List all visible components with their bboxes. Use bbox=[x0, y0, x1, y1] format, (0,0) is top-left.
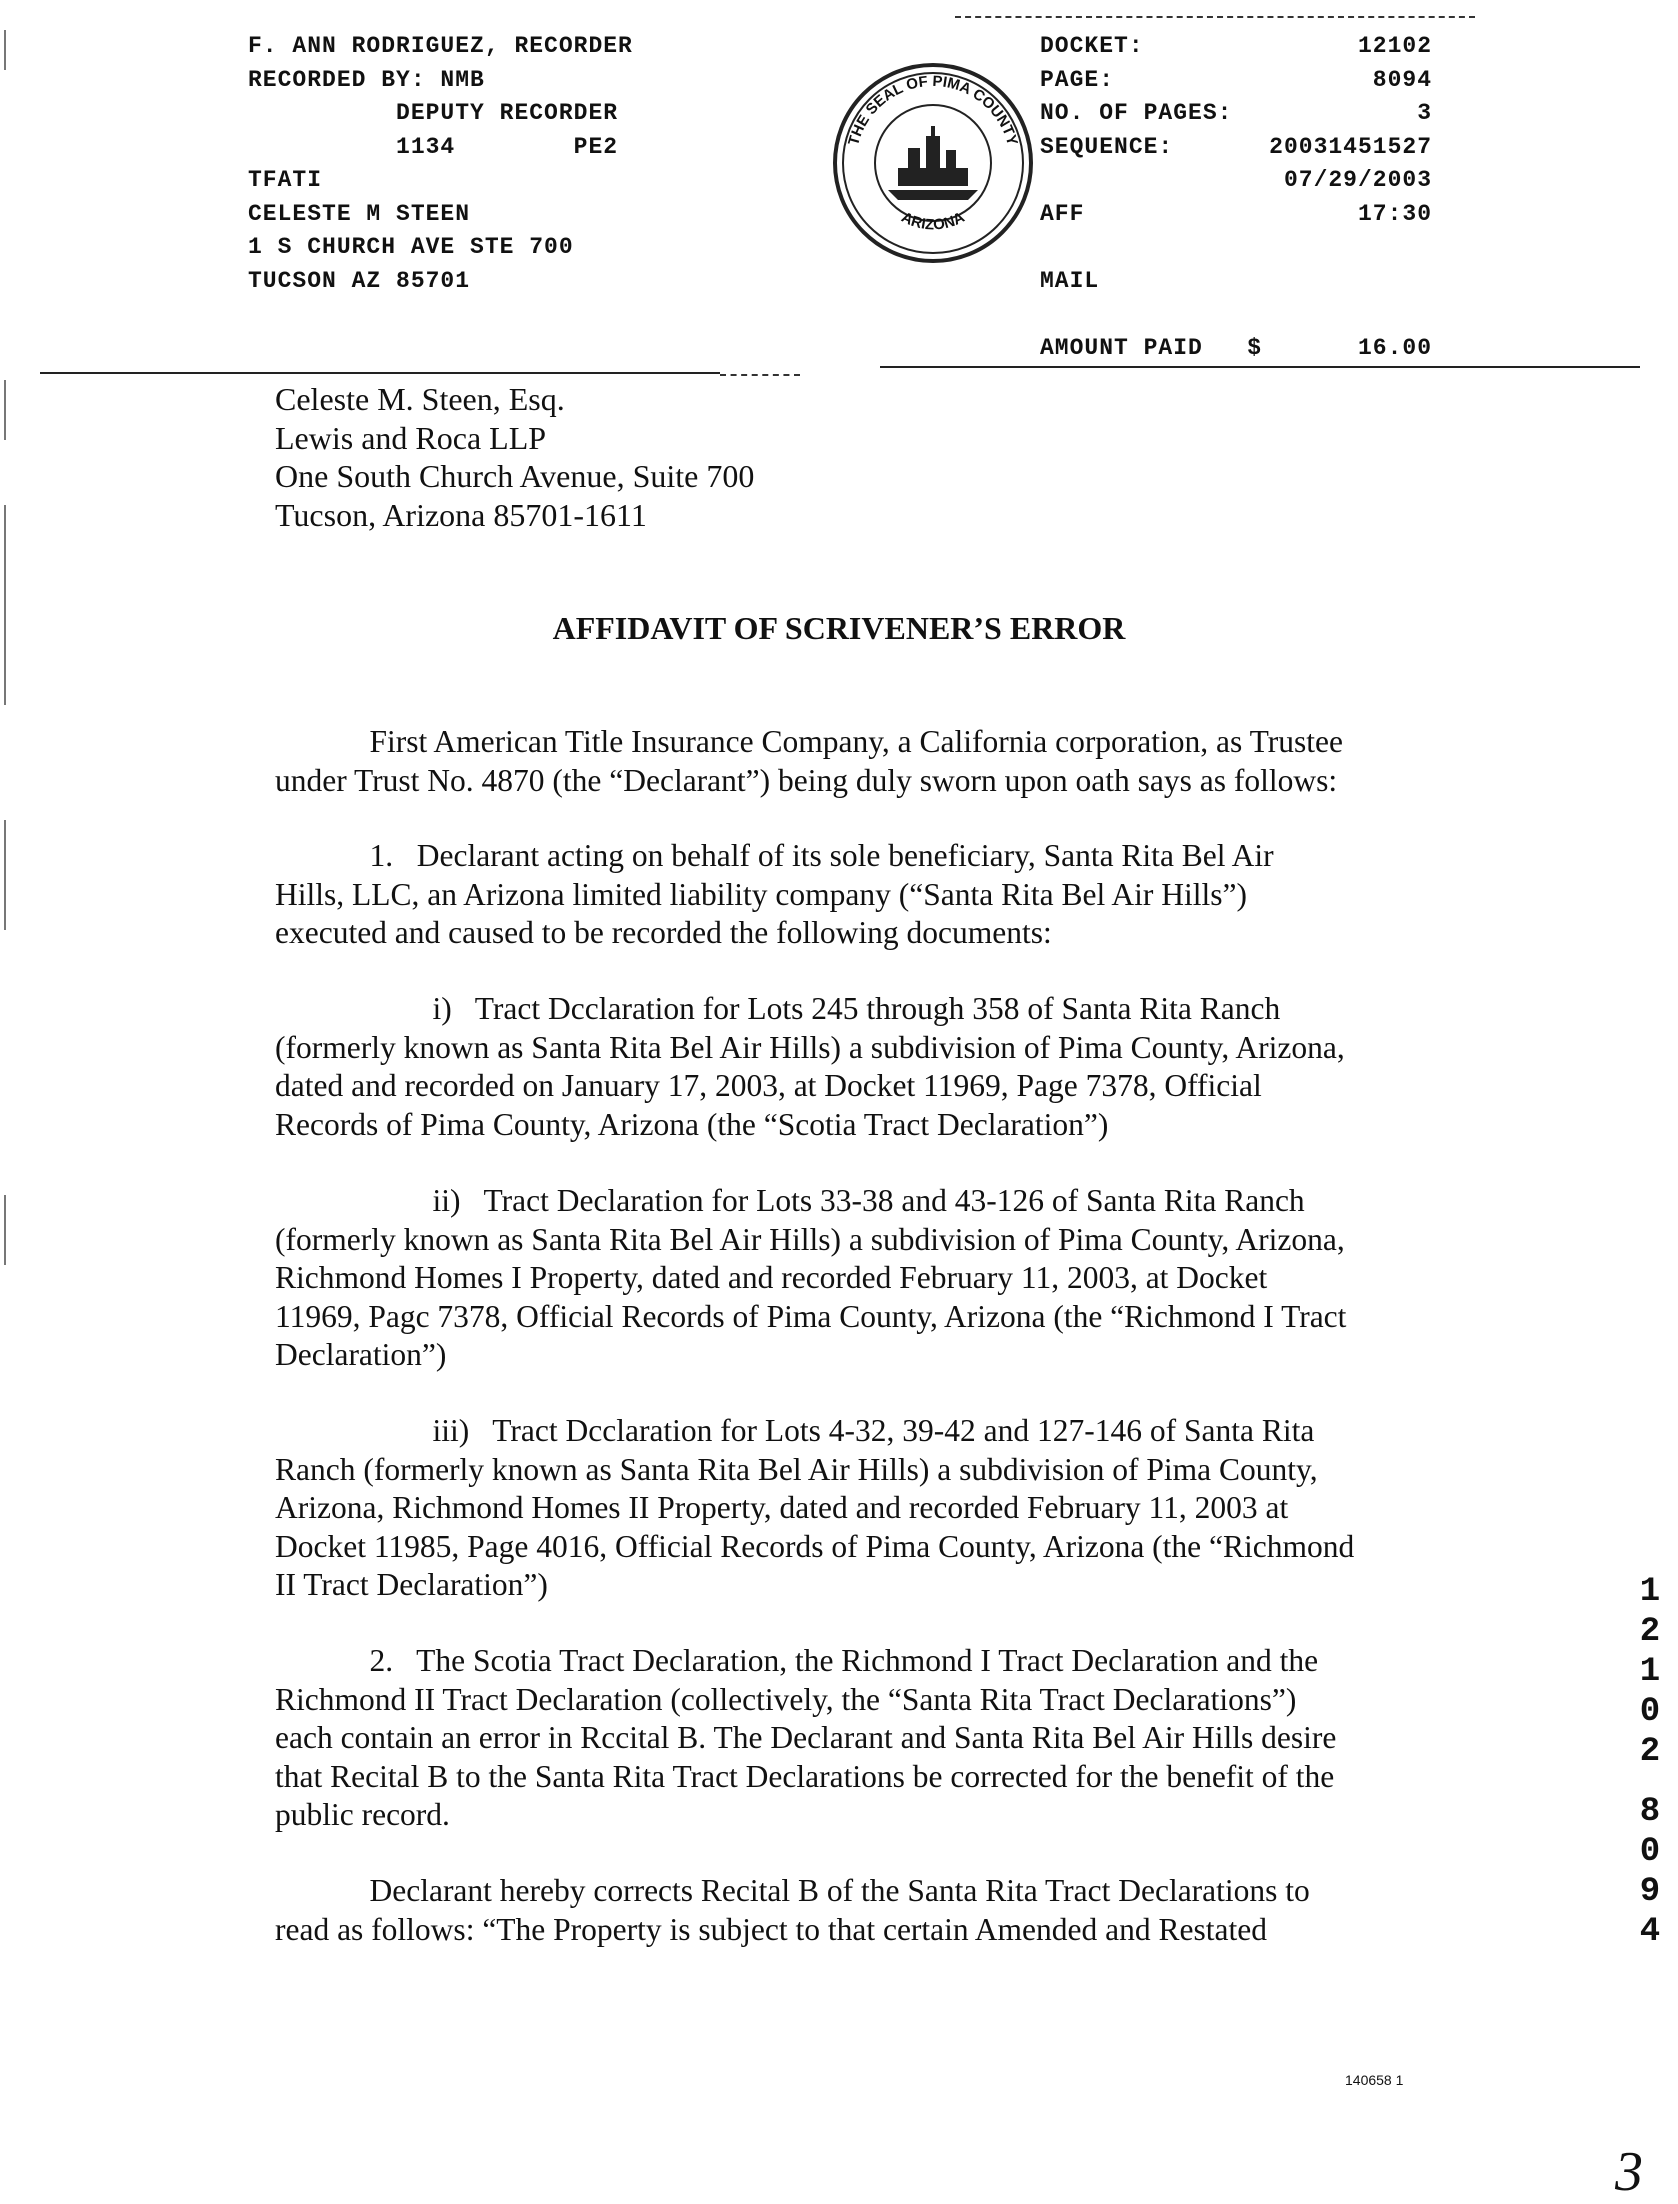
text-line: II Tract Declaration”) bbox=[275, 1567, 548, 1602]
recorder-line: RECORDED BY: NMB bbox=[248, 66, 485, 93]
text-line: read as follows: “The Property is subject to that certain Amended and Restated bbox=[275, 1911, 1267, 1947]
document-title: AFFIDAVIT OF SCRIVENER’S ERROR bbox=[552, 610, 1126, 646]
seal-bottom-text: ARIZONA bbox=[898, 208, 968, 234]
docket-value: 8094 bbox=[1372, 66, 1432, 93]
item-i bbox=[275, 990, 1435, 1144]
scan-edge-mark bbox=[4, 820, 6, 930]
paragraph-3 bbox=[275, 1872, 1435, 1949]
recorder-line: F. ANN RODRIGUEZ, RECORDER bbox=[248, 33, 633, 59]
docket-row bbox=[1040, 30, 1432, 64]
return-address bbox=[275, 380, 754, 534]
docket-block bbox=[1040, 30, 1432, 365]
header-divider-right bbox=[880, 366, 1640, 368]
docket-row bbox=[1040, 265, 1432, 299]
stamp-digit: 0 bbox=[1639, 1693, 1661, 1731]
text-line: i) Tract Dcclaration for Lots 245 through 358 of Santa Rita Ranch bbox=[275, 991, 1281, 1026]
docket-row bbox=[1040, 298, 1432, 332]
header-divider-gap bbox=[720, 374, 800, 376]
svg-text:ARIZONA bbox=[899, 209, 968, 234]
intro-paragraph bbox=[275, 723, 1435, 800]
docket-row-amount bbox=[1040, 332, 1432, 366]
stamp-digit: 0 bbox=[1639, 1833, 1661, 1871]
seal-emblem-icon bbox=[888, 126, 978, 200]
text-line: Arizona, Richmond Homes II Property, dated and recorded February 11, 2003 at bbox=[275, 1490, 1289, 1525]
text-line: 2. The Scotia Tract Declaration, the Richmond I Tract Declaration and the bbox=[275, 1643, 1319, 1678]
address-line: One South Church Avenue, Suite 700 bbox=[275, 458, 755, 494]
stamp-digit bbox=[1632, 1772, 1668, 1792]
docket-label: SEQUENCE: bbox=[1040, 133, 1174, 160]
docket-value: 16.00 bbox=[1357, 334, 1432, 361]
header-divider-left bbox=[40, 372, 720, 374]
text-line: iii) Tract Dcclaration for Lots 4-32, 39-42 and 127-146 of Santa Rita bbox=[275, 1413, 1315, 1448]
stamp-digit: 2 bbox=[1639, 1733, 1661, 1771]
docket-label: AMOUNT PAID $ bbox=[1040, 334, 1263, 361]
docket-row bbox=[1040, 64, 1432, 98]
text-line: that Recital B to the Santa Rita Tract Declarations be corrected for the benefit of the bbox=[275, 1758, 1335, 1794]
text-line: Records of Pima County, Arizona (the “Scotia Tract Declaration”) bbox=[275, 1106, 1109, 1142]
docket-label: DOCKET: bbox=[1040, 33, 1144, 59]
docket-row bbox=[1040, 164, 1432, 198]
scan-edge-mark bbox=[4, 505, 6, 705]
text-line: 1. Declarant acting on behalf of its sole beneficiary, Santa Rita Bel Air bbox=[275, 838, 1274, 873]
docket-label: NO. OF PAGES: bbox=[1040, 100, 1233, 126]
address-line: Celeste M. Steen, Esq. bbox=[275, 381, 565, 417]
recorder-line: DEPUTY RECORDER bbox=[248, 100, 619, 126]
text-line: each contain an error in Rccital B. The Declarant and Santa Rita Bel Air Hills desire bbox=[275, 1720, 1337, 1755]
item-ii bbox=[275, 1182, 1435, 1375]
text-line: (formerly known as Santa Rita Bel Air Hills) a subdivision of Pima County, Arizona, bbox=[275, 1221, 1345, 1257]
item-iii bbox=[275, 1412, 1435, 1605]
recorder-line: TFATI bbox=[248, 167, 323, 193]
paragraph-1 bbox=[275, 837, 1435, 953]
stamp-digit: 9 bbox=[1639, 1873, 1661, 1911]
recorder-line: 1134 PE2 bbox=[248, 133, 619, 160]
text-line: executed and caused to be recorded the following documents: bbox=[275, 915, 1052, 950]
stamp-digit: 2 bbox=[1639, 1613, 1661, 1651]
text-line: ii) Tract Declaration for Lots 33-38 and 43-126 of Santa Rita Ranch bbox=[275, 1183, 1305, 1218]
text-line: 11969, Pagc 7378, Official Records of Pima County, Arizona (the “Richmond I Tract bbox=[275, 1298, 1347, 1334]
docket-label: PAGE: bbox=[1040, 66, 1115, 93]
docket-row bbox=[1040, 97, 1432, 131]
docket-value: 17:30 bbox=[1357, 200, 1432, 227]
text-line: Richmond Homes I Property, dated and recorded February 11, 2003, at Docket bbox=[275, 1260, 1268, 1295]
recorder-line: 1 S CHURCH AVE STE 700 bbox=[248, 234, 574, 260]
docket-row bbox=[1040, 198, 1432, 232]
scan-edge-mark bbox=[4, 380, 6, 440]
docket-value: 20031451527 bbox=[1269, 133, 1432, 160]
text-line: Docket 11985, Page 4016, Official Records of Pima County, Arizona (the “Richmond bbox=[275, 1528, 1355, 1564]
text-line: Declarant hereby corrects Recital B of the Santa Rita Tract Declarations to bbox=[275, 1873, 1310, 1908]
scan-edge-mark bbox=[4, 1195, 6, 1265]
text-line: Ranch (formerly known as Santa Rita Bel Air Hills) a subdivision of Pima County, bbox=[275, 1451, 1318, 1487]
docket-row bbox=[1040, 131, 1432, 165]
stamp-digit: 8 bbox=[1639, 1793, 1661, 1831]
recorder-line: CELESTE M STEEN bbox=[248, 200, 471, 227]
handwritten-page-number: 3 bbox=[1615, 2141, 1643, 2203]
address-line: Lewis and Roca LLP bbox=[275, 419, 547, 456]
text-line: First American Title Insurance Company, a California corporation, as Trustee bbox=[275, 724, 1343, 759]
docket-value: 12102 bbox=[1357, 33, 1432, 59]
scan-edge-mark bbox=[4, 30, 6, 70]
docket-value: 07/29/2003 bbox=[1283, 167, 1432, 193]
pima-county-seal bbox=[828, 58, 1038, 268]
recorder-block bbox=[248, 30, 633, 298]
stamp-digit: 1 bbox=[1639, 1573, 1661, 1611]
header-top-rule bbox=[955, 16, 1475, 18]
docket-row bbox=[1040, 231, 1432, 265]
docket-label: MAIL bbox=[1040, 267, 1100, 294]
paragraph-2 bbox=[275, 1642, 1435, 1835]
seal-top-text: THE SEAL OF PIMA COUNTY bbox=[845, 72, 1021, 148]
vertical-docket-stamp bbox=[1632, 1572, 1668, 1952]
text-line: Hills, LLC, an Arizona limited liability company (“Santa Rita Bel Air Hills”) bbox=[275, 876, 1247, 912]
text-line: (formerly known as Santa Rita Bel Air Hills) a subdivision of Pima County, Arizona, bbox=[275, 1029, 1345, 1065]
docket-label: AFF bbox=[1040, 200, 1085, 227]
stamp-digit: 1 bbox=[1639, 1653, 1661, 1691]
text-line: dated and recorded on January 17, 2003, at Docket 11969, Page 7378, Official bbox=[275, 1068, 1262, 1103]
docket-value: 3 bbox=[1417, 100, 1432, 126]
text-line: Declaration”) bbox=[275, 1337, 447, 1372]
text-line: Richmond II Tract Declaration (collectively, the “Santa Rita Tract Declarations”) bbox=[275, 1681, 1297, 1717]
stamp-digit: 4 bbox=[1639, 1913, 1661, 1951]
footer-document-code: 140658 1 bbox=[1345, 2072, 1404, 2088]
text-line: under Trust No. 4870 (the “Declarant”) being duly sworn upon oath says as follows: bbox=[275, 762, 1338, 798]
recorder-line: TUCSON AZ 85701 bbox=[248, 267, 471, 294]
address-line: Tucson, Arizona 85701-1611 bbox=[275, 496, 647, 533]
text-line: public record. bbox=[275, 1797, 450, 1832]
